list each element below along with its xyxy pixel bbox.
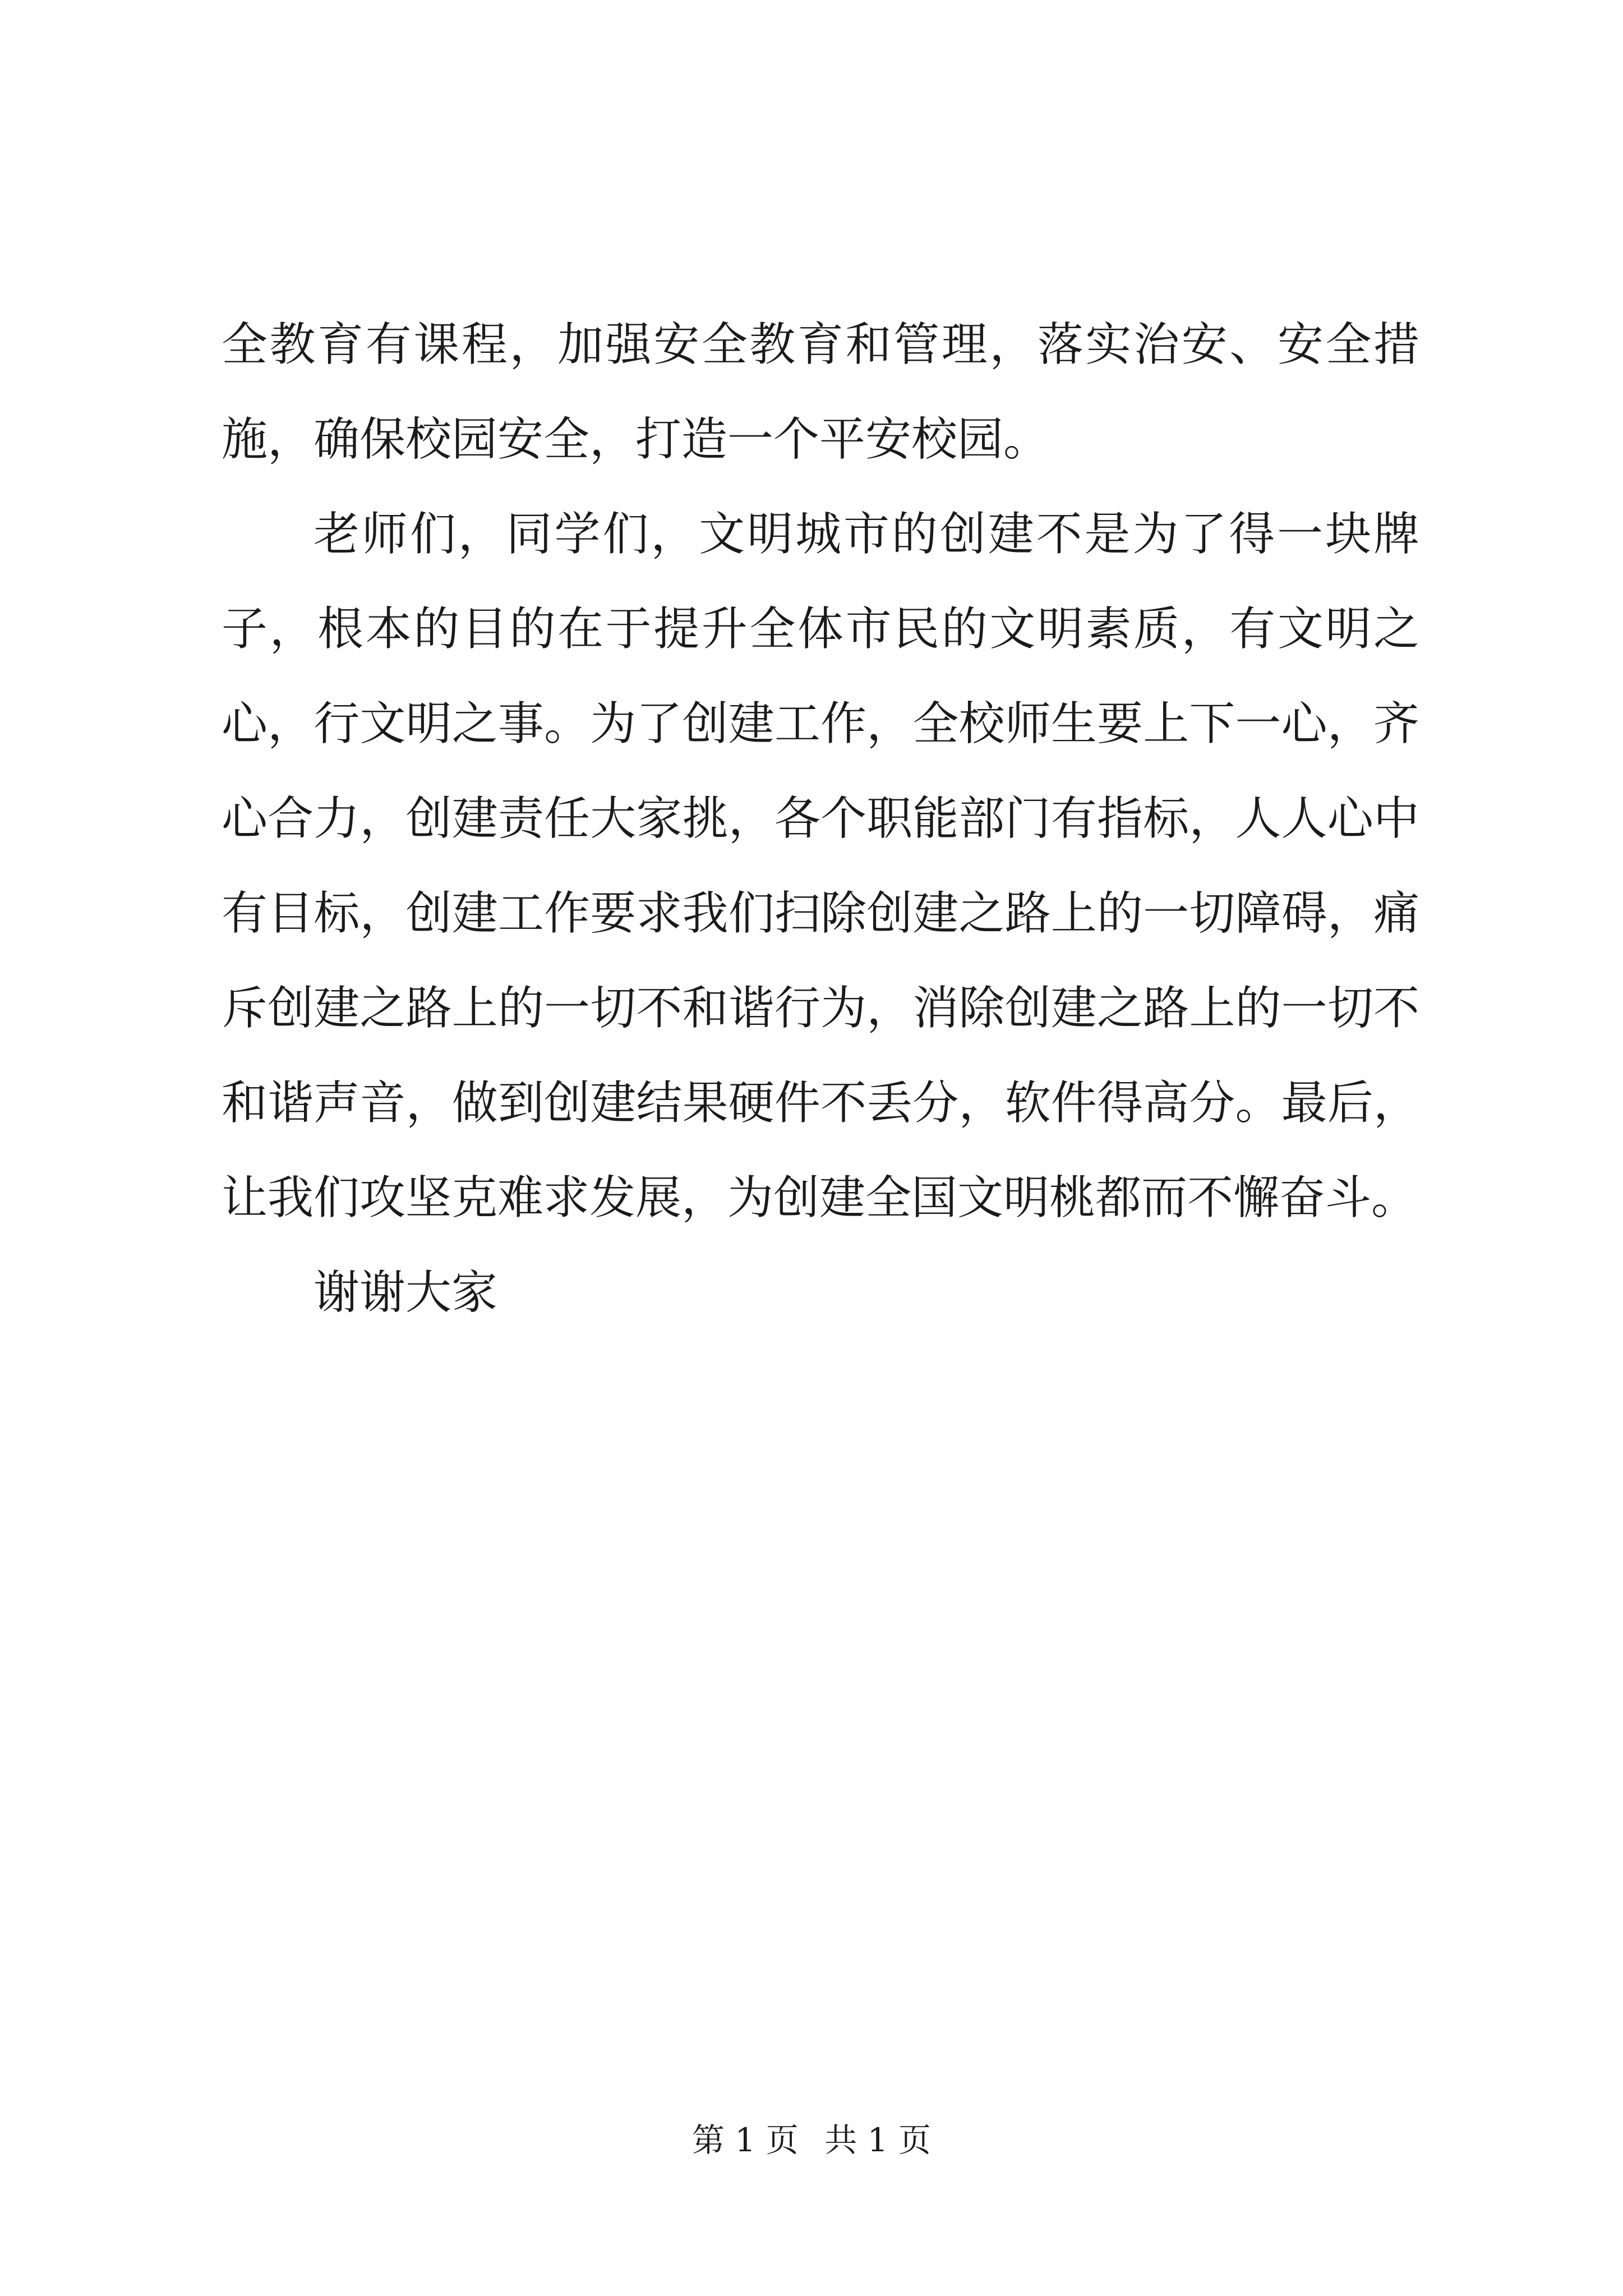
page-number: 第 1 页: [692, 2121, 799, 2159]
paragraph-2: 老师们，同学们，文明城市的创建不是为了得一块牌子，根本的目的在于提升全体市民的文明素质，有文明之心，行文明之事。为了创建工作，全校师生要上下一心，齐心合力，创建责任大家挑，各个职能部门有指标，人人心中有目标，创建工作要求我们扫除创建之路上的一切障碍，痛斥创建之路上的一切不和谐行为，消除创建之路上的一切不和谐声音，做到创建结果硬件不丢分，软件得高分。最后，让我们攻坚克难求发展，为创建全国文明桃都而不懈奋斗。: [222, 508, 1419, 1225]
paragraph-3-closing: 谢谢大家: [313, 1266, 498, 1319]
document-body: [222, 297, 1419, 1340]
page-footer: [0, 2114, 1623, 2161]
paragraph-1: 全教育有课程，加强安全教育和管理，落实治安、安全措施，确保校园安全，打造一个平安校园。: [222, 318, 1419, 466]
page-total: 共 1 页: [824, 2121, 931, 2159]
